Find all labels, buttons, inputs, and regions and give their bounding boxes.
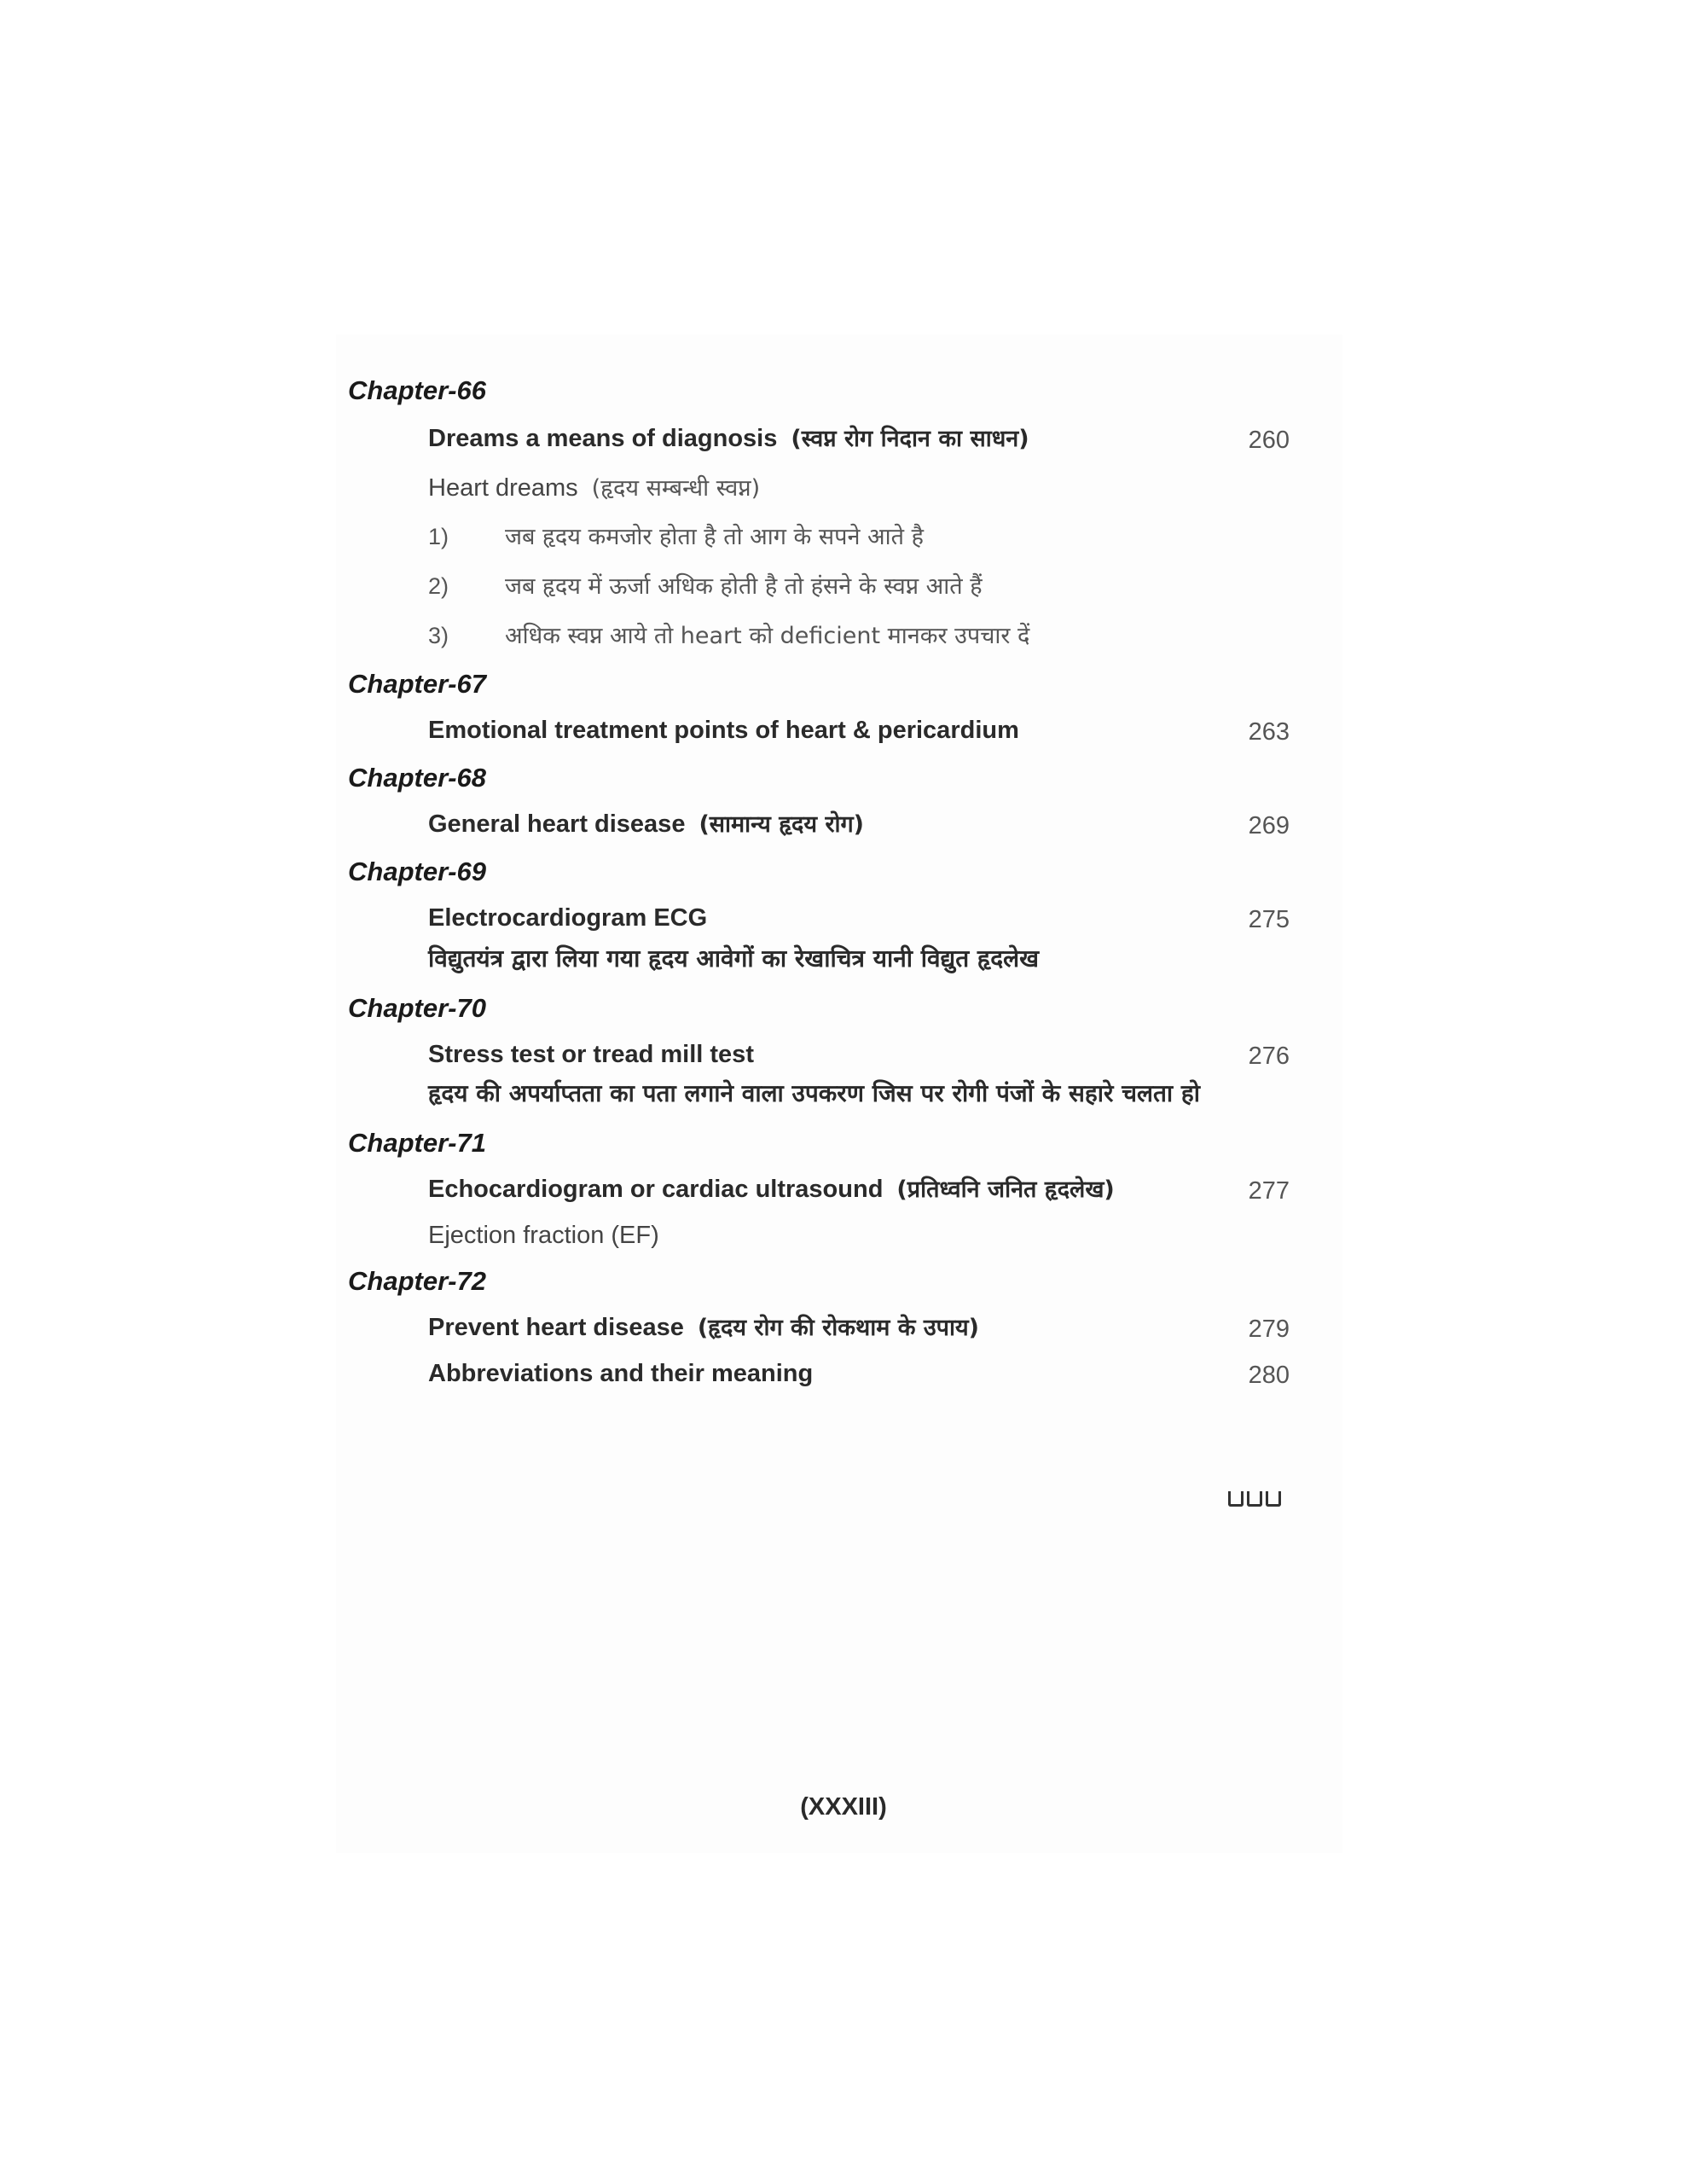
chapter-70-heading: Chapter-70 (348, 993, 486, 1023)
entry-page-number: 263 (1248, 718, 1290, 746)
list-item (428, 624, 1029, 648)
entry-title: Stress test or tread mill test (428, 1041, 754, 1068)
list-item-text: जब हृदय कमजोर होता है तो आग के सपने आते है (505, 524, 924, 550)
entry-title: Heart dreams (428, 474, 578, 502)
toc-entry-echocardiogram (428, 1176, 1290, 1205)
end-mark-box-icon (1228, 1491, 1244, 1507)
entry-page-number: 269 (1248, 812, 1290, 839)
entry-hindi-description: हृदय की अपर्याप्तता का पता लगाने वाला उपकरण जिस पर रोगी पंजों के सहारे चलता हो (428, 1079, 1201, 1107)
list-item-number: 2) (428, 573, 449, 599)
toc-entry-abbreviations (428, 1360, 1290, 1389)
chapter-66-heading: Chapter-66 (348, 375, 486, 405)
entry-title: Ejection fraction (EF) (428, 1222, 659, 1249)
entry-title: Prevent heart disease (428, 1314, 684, 1341)
entry-hindi: (स्वप्न रोग निदान का साधन) (791, 426, 1029, 452)
chapter-69-heading: Chapter-69 (348, 857, 486, 886)
list-item-text: जब हृदय में ऊर्जा अधिक होती है तो हंसने के स्वप्न आते हैं (505, 573, 983, 600)
page-number-footer: (XXXIII) (800, 1793, 887, 1821)
list-item (428, 526, 924, 549)
entry-page-number: 280 (1248, 1362, 1290, 1389)
entry-title: Abbreviations and their meaning (428, 1360, 814, 1387)
chapter-67-heading: Chapter-67 (348, 669, 486, 699)
toc-entry-stress-test (428, 1041, 1290, 1070)
entry-title: Echocardiogram or cardiac ultrasound (428, 1176, 884, 1203)
toc-entry-dreams (428, 425, 1290, 454)
entry-page-number: 276 (1248, 1043, 1290, 1070)
end-of-section-marks (1228, 1491, 1281, 1507)
entry-hindi-description: विद्युतयंत्र द्वारा लिया गया हृदय आवेगों का रेखाचित्र यानी विद्युत हृदलेख (428, 944, 1040, 973)
entry-page-number: 279 (1248, 1316, 1290, 1343)
list-item-text: अधिक स्वप्न आये तो heart को deficient मानकर उपचार दें (505, 623, 1030, 649)
entry-title: Dreams a means of diagnosis (428, 425, 778, 452)
entry-hindi: (हृदय सम्बन्धी स्वप्न) (591, 475, 761, 502)
entry-page-number: 260 (1248, 427, 1290, 454)
list-item (428, 575, 983, 598)
toc-entry-emotional-treatment (428, 717, 1290, 746)
entry-page-number: 275 (1248, 906, 1290, 933)
end-mark-box-icon (1247, 1491, 1262, 1507)
entry-hindi: (सामान्य हृदय रोग) (699, 811, 865, 838)
entry-page-number: 277 (1248, 1177, 1290, 1205)
end-mark-box-icon (1266, 1491, 1281, 1507)
entry-title: General heart disease (428, 810, 686, 838)
toc-entry-general-heart-disease (428, 812, 1290, 837)
entry-title: Emotional treatment points of heart & pericardium (428, 717, 1019, 744)
list-item-number: 1) (428, 524, 449, 549)
chapter-68-heading: Chapter-68 (348, 763, 486, 793)
chapter-71-heading: Chapter-71 (348, 1128, 486, 1158)
entry-hindi: (हृदय रोग की रोकथाम के उपाय) (697, 1315, 980, 1341)
list-item-number: 3) (428, 623, 449, 648)
toc-entry-prevent-heart-disease (428, 1314, 1290, 1343)
toc-entry-ecg (428, 906, 1290, 931)
entry-hindi: (प्रतिध्वनि जनित हृदलेख) (896, 1176, 1115, 1203)
entry-title: Electrocardiogram ECG (428, 904, 708, 932)
toc-entry-ejection-fraction (428, 1223, 1290, 1248)
chapter-72-heading: Chapter-72 (348, 1266, 486, 1296)
toc-entry-heart-dreams (428, 476, 1290, 501)
